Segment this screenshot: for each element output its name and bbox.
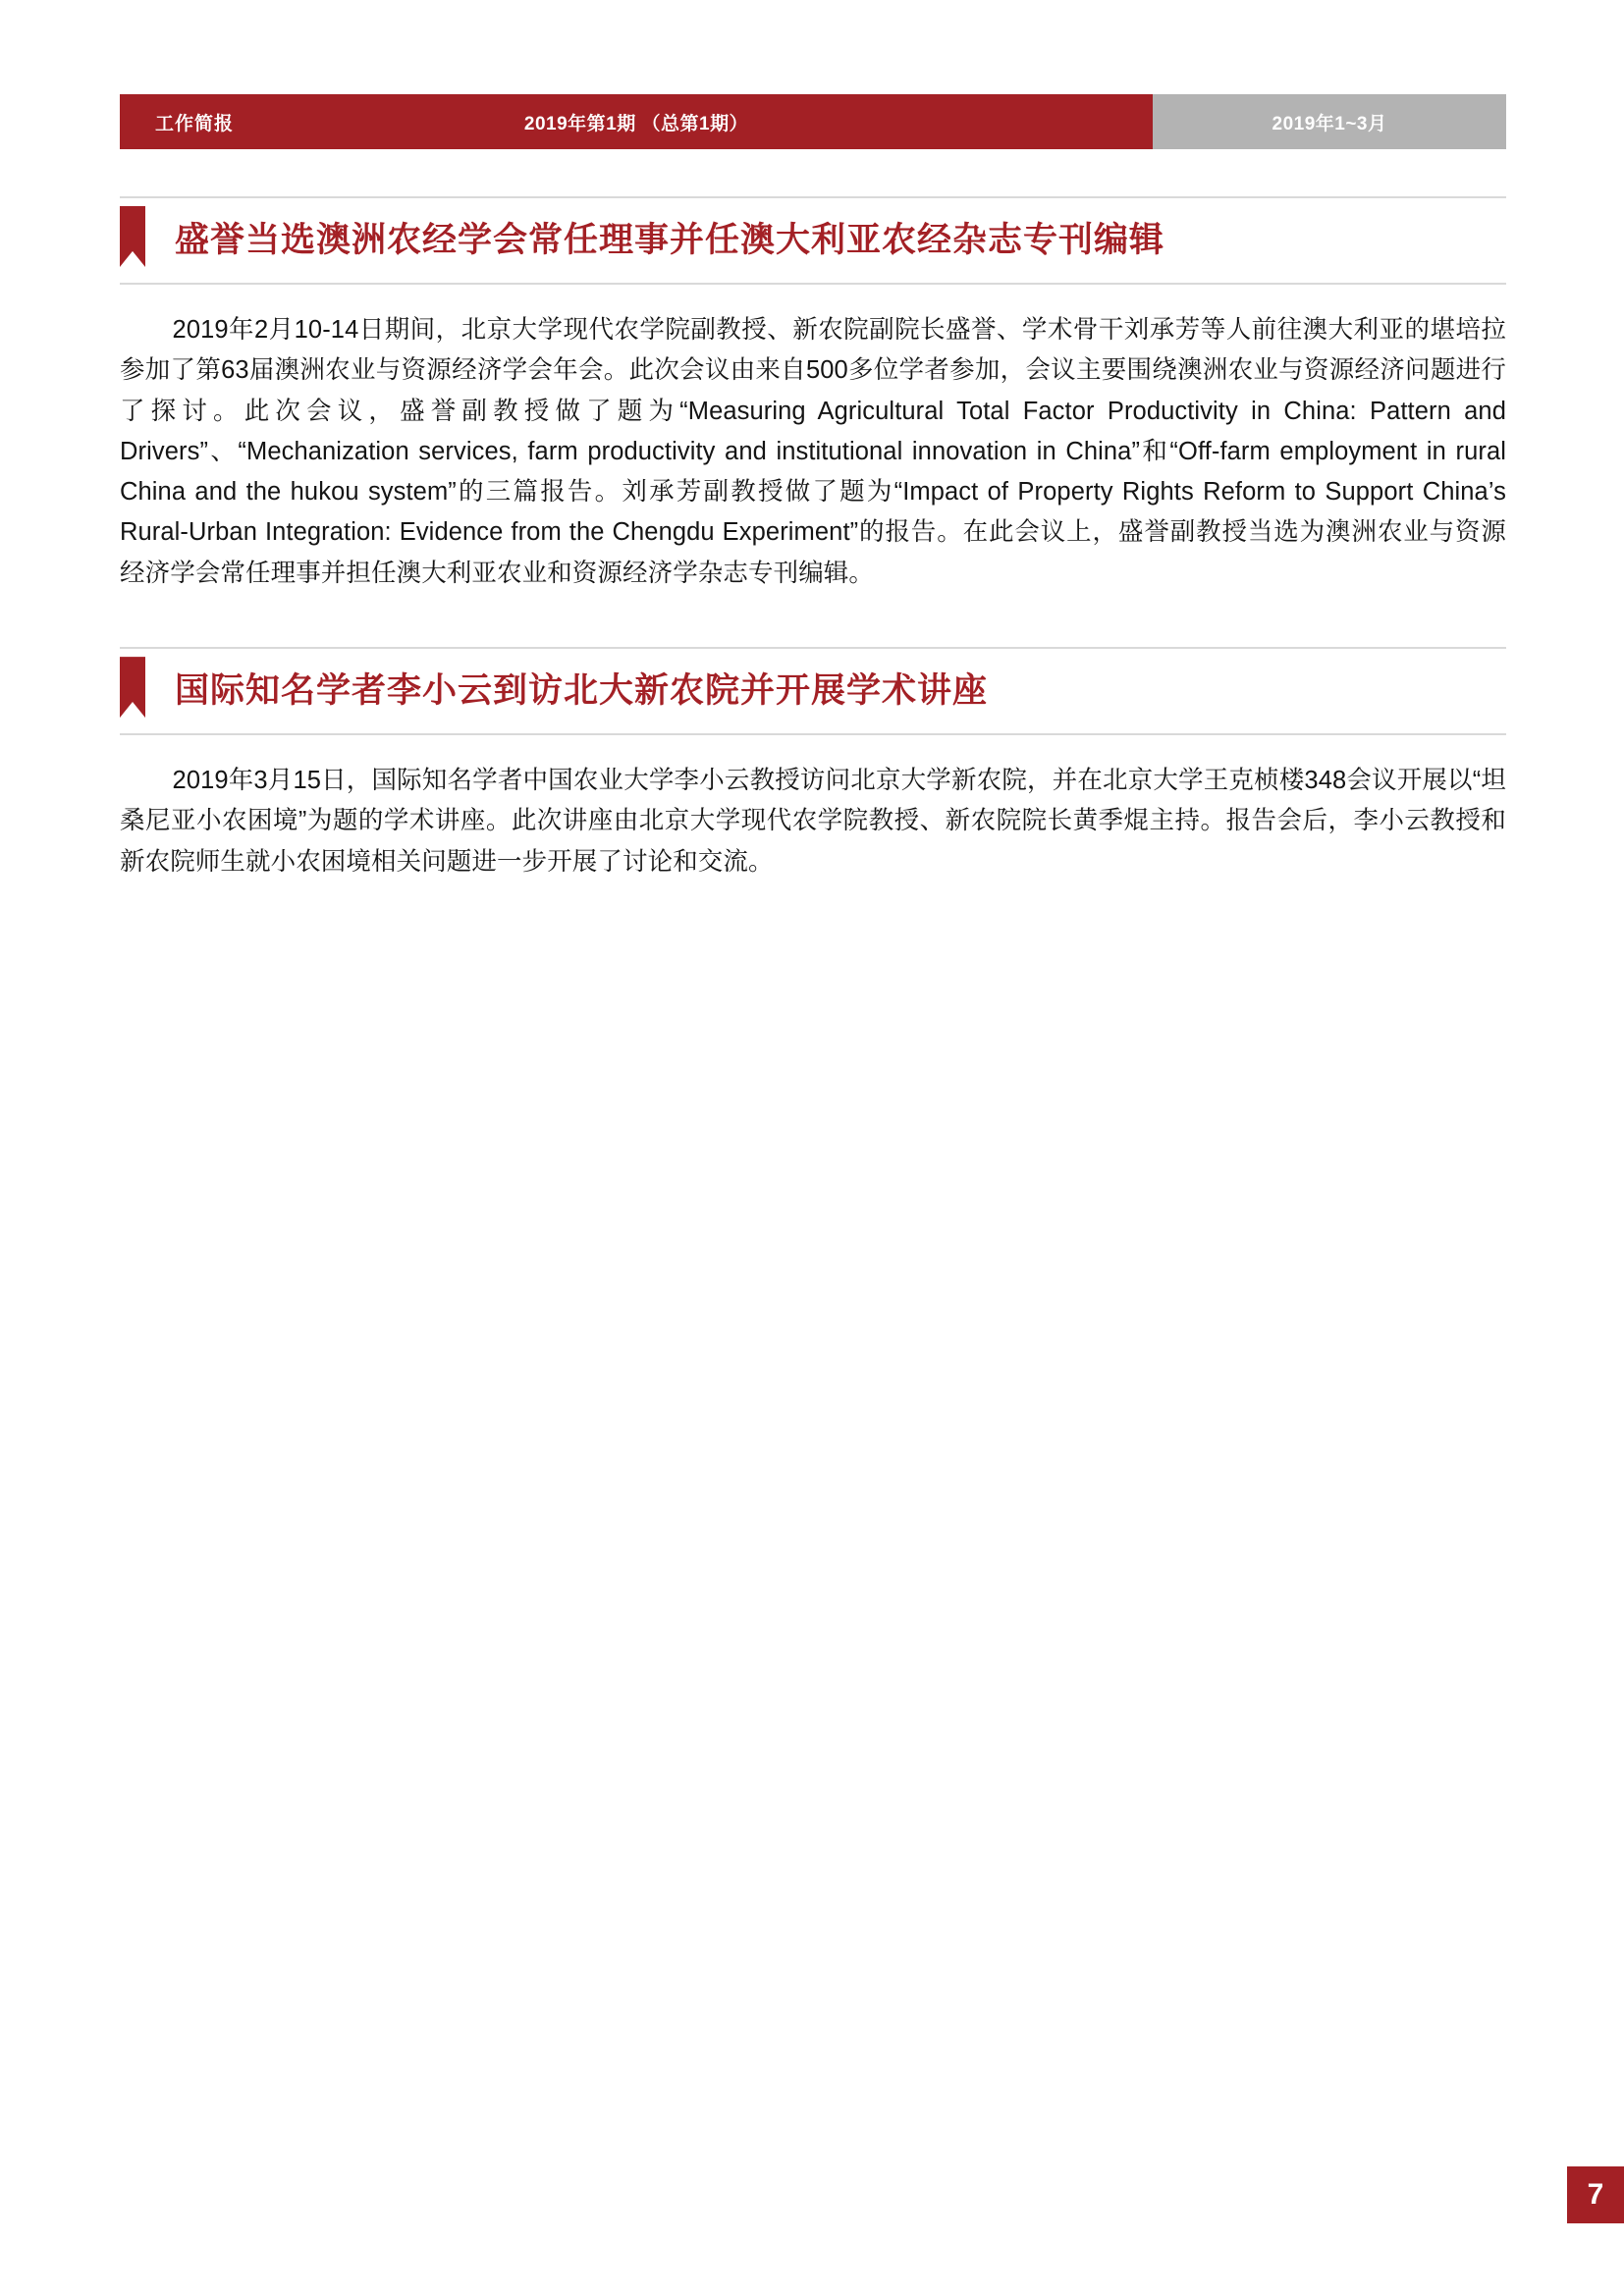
page-number-badge — [1567, 2166, 1624, 2223]
header-date-range-label: 2019年1~3月 — [1272, 113, 1387, 134]
header-gray-band — [1153, 94, 1506, 149]
article-body — [120, 761, 1506, 882]
header-red-band — [120, 94, 1153, 149]
divider-bottom — [120, 733, 1506, 735]
header-issue-label: 2019年第1期 （总第1期） — [523, 113, 749, 134]
article-title: 国际知名学者李小云到访北大新农院并开展学术讲座 — [175, 671, 989, 711]
article-title-row — [120, 198, 1506, 283]
page-number: 7 — [1587, 2178, 1604, 2211]
article-item — [120, 196, 1506, 594]
article-body — [120, 310, 1506, 594]
article-body-text: 2019年3月15日，国际知名学者中国农业大学李小云教授访问北京大学新农院，并在北京大学王克桢楼348会议开展以“坦桑尼亚小农困境”为题的学术讲座。此次讲座由北京大学现代农学院教授、新农院院长黄季焜主持。报告会后，李小云教授和新农院师生就小农困境相关问题进一步开展了讨论和交流。 — [120, 767, 1506, 876]
running-header — [120, 94, 1506, 149]
article-body-text: 2019年2月10-14日期间，北京大学现代农学院副教授、新农院副院长盛誉、学术骨干刘承芳等人前往澳大利亚的堪培拉参加了第63届澳洲农业与资源经济学会年会。此次会议由来自500多位学者参加，会议主要围绕澳洲农业与资源经济问题进行了探讨。此次会议，盛誉副教授做了题为“Measuring Agricultural Total Factor Productivity in China: Pattern and Drivers”、“Mechanization services, farm productivity and institutional innovation in China”和“Off-farm employment in rural China and the hukou system”的三篇报告。刘承芳副教授做了题为“Impact of Property Rights Reform to Support China’s Rural-Urban Integration: Evidence from the Chengdu Experiment”的报告。在此会议上，盛誉副教授当选为澳洲农业与资源经济学会常任理事并担任澳大利亚农业和资源经济学杂志专刊编辑。 — [120, 316, 1506, 587]
divider-bottom — [120, 283, 1506, 285]
article-list — [120, 196, 1506, 935]
header-publication-label: 工作简报 — [155, 113, 235, 134]
article-title: 盛誉当选澳洲农经学会常任理事并任澳大利亚农经杂志专刊编辑 — [175, 221, 1165, 259]
article-item — [120, 647, 1506, 882]
bookmark-flag-icon — [120, 206, 145, 267]
bookmark-flag-icon — [120, 657, 145, 718]
article-title-row — [120, 649, 1506, 733]
